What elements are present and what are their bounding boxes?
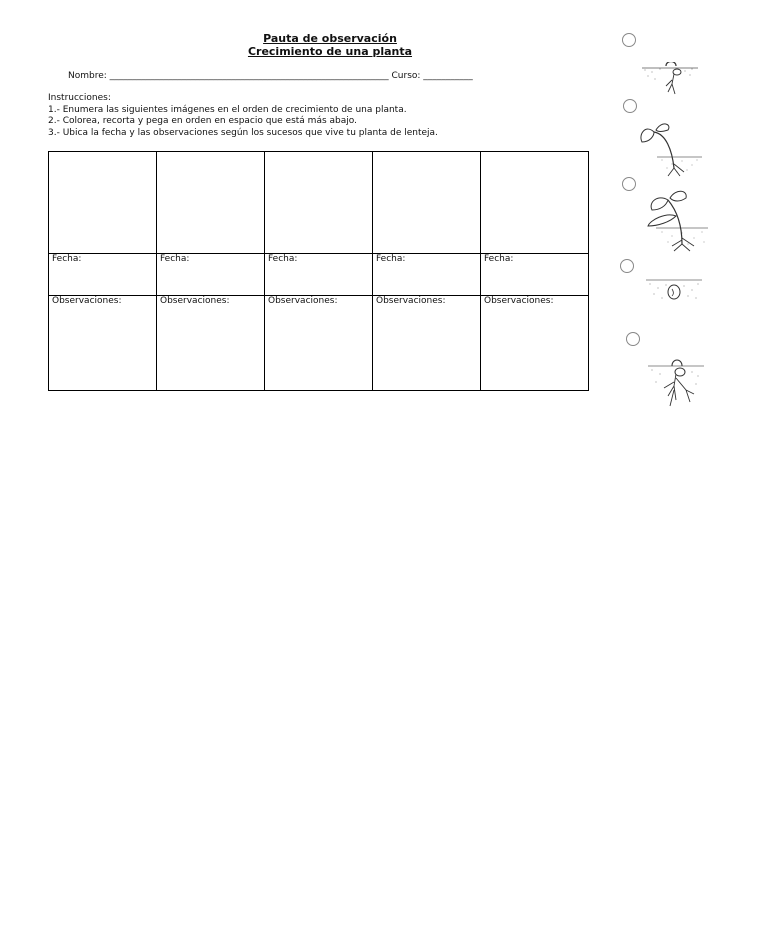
date-cell: Fecha:: [49, 254, 157, 296]
number-circle: [620, 259, 634, 273]
seedling-emerging-icon: [640, 62, 700, 102]
number-circle: [623, 99, 637, 113]
name-course-field: Nombre: ______________________________________________________________ Curso: ___________: [68, 71, 473, 81]
instructions: [48, 93, 438, 139]
number-circle: [626, 332, 640, 346]
date-row: [49, 254, 589, 296]
observations-cell: Observaciones:: [481, 296, 589, 391]
image-cell: [481, 152, 589, 254]
number-circle: [622, 33, 636, 47]
observations-row: [49, 296, 589, 391]
date-cell: Fecha:: [265, 254, 373, 296]
instruction-2: 2.- Colorea, recorta y pega en orden en espacio que está más abajo.: [48, 116, 357, 126]
instructions-heading: Instrucciones:: [48, 93, 111, 103]
seed-in-soil-icon: [644, 276, 704, 308]
image-cell: [49, 152, 157, 254]
image-cell: [373, 152, 481, 254]
young-plant-icon: [632, 188, 710, 252]
image-cell: [157, 152, 265, 254]
instruction-1: 1.- Enumera las siguientes imágenes en el orden de crecimiento de una planta.: [48, 104, 407, 115]
title-line-1: Pauta de observación: [263, 32, 397, 45]
image-row: [49, 152, 589, 254]
instruction-3: 3.- Ubica la fecha y las observaciones según los sucesos que vive tu planta de lenteja.: [48, 127, 438, 138]
sprout-with-leaves-icon: [632, 120, 704, 178]
observations-cell: Observaciones:: [157, 296, 265, 391]
date-cell: Fecha:: [157, 254, 265, 296]
observations-cell: Observaciones:: [373, 296, 481, 391]
germinating-seed-roots-icon: [646, 356, 706, 408]
observations-cell: Observaciones:: [265, 296, 373, 391]
image-cell: [265, 152, 373, 254]
observations-cell: Observaciones:: [49, 296, 157, 391]
cutout-images-panel: [610, 0, 720, 420]
title-line-2: Crecimiento de una planta: [247, 45, 413, 58]
date-cell: Fecha:: [373, 254, 481, 296]
date-cell: Fecha:: [481, 254, 589, 296]
observation-table: [48, 151, 589, 391]
